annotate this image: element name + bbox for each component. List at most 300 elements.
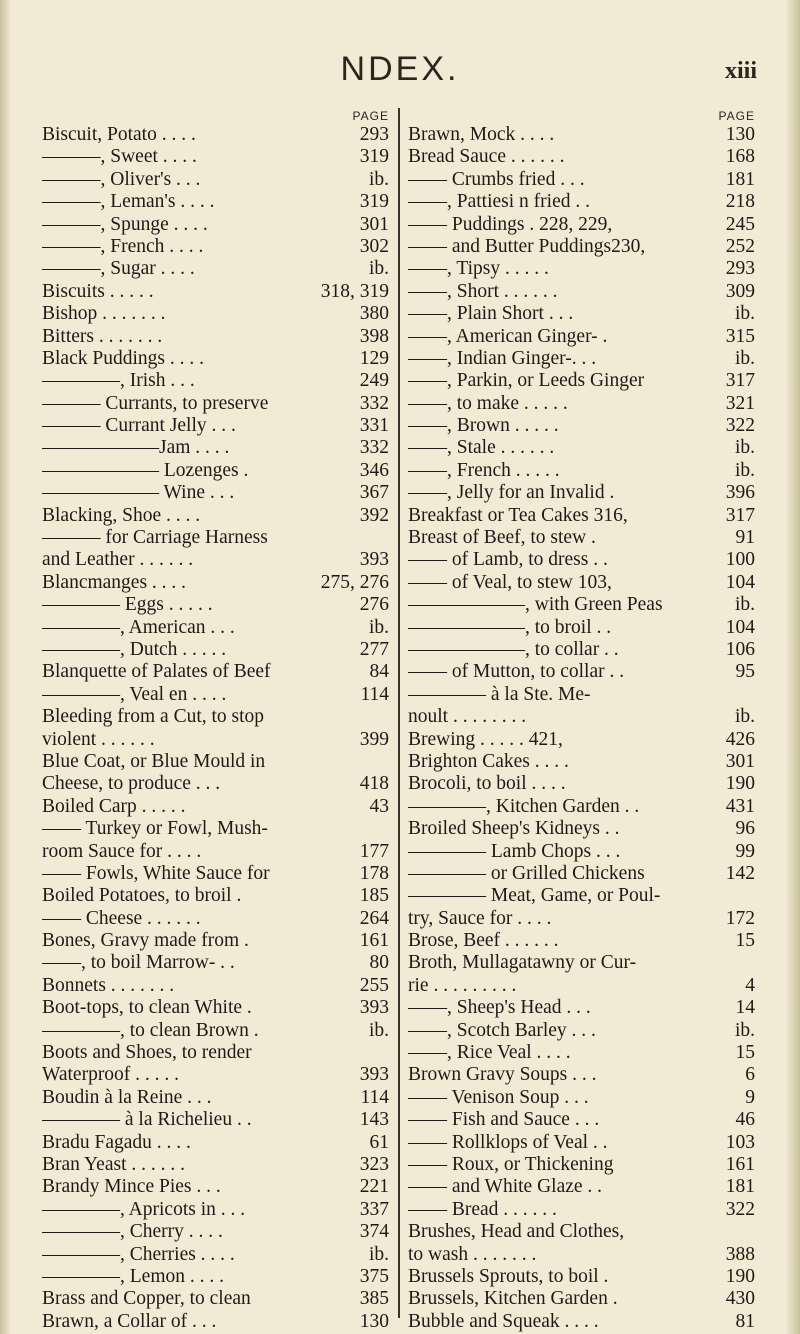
index-entry xyxy=(408,1154,755,1176)
index-entry xyxy=(42,930,389,952)
index-entry xyxy=(42,997,389,1019)
entry-page: 130 xyxy=(359,1310,389,1332)
entry-page: 393 xyxy=(359,997,389,1019)
index-entry xyxy=(408,1221,755,1243)
index-entry xyxy=(42,303,389,325)
entry-text: Brocoli, to boil . . . . xyxy=(408,773,566,795)
index-entry xyxy=(408,1266,755,1288)
entry-page: 323 xyxy=(359,1153,389,1175)
entry-page: 185 xyxy=(359,885,389,907)
entry-page: 398 xyxy=(359,325,389,347)
index-entry xyxy=(42,370,389,392)
page-header xyxy=(0,0,800,100)
entry-page: 143 xyxy=(359,1109,389,1131)
entry-page: 4 xyxy=(745,974,755,996)
entry-text: ——, Stale . . . . . . xyxy=(408,437,555,459)
index-entry xyxy=(408,1087,755,1109)
entry-page: 81 xyxy=(735,1310,755,1332)
entry-text: ————, Cherry . . . . xyxy=(42,1221,223,1243)
index-entry xyxy=(408,1311,755,1333)
index-entry xyxy=(42,1266,389,1288)
entry-text: Blue Coat, or Blue Mould in xyxy=(42,750,266,772)
index-entry xyxy=(42,706,389,728)
entry-page: ib. xyxy=(368,1243,389,1265)
entry-page: ib. xyxy=(368,616,389,638)
index-entry xyxy=(42,729,389,751)
entry-page: 431 xyxy=(725,795,755,817)
entry-text: ——, Plain Short . . . xyxy=(408,303,574,325)
entry-page: 104 xyxy=(725,616,755,638)
index-entry xyxy=(42,169,389,191)
entry-text: —— Roux, or Thickening xyxy=(408,1153,614,1175)
index-entry xyxy=(408,1288,755,1310)
index-entry xyxy=(408,1176,755,1198)
entry-page: 221 xyxy=(359,1176,389,1198)
entry-page: 276 xyxy=(359,594,389,616)
index-entry xyxy=(408,169,755,191)
entry-text: Blancmanges . . . . xyxy=(42,571,187,593)
index-entry xyxy=(408,527,755,549)
index-entry xyxy=(42,549,389,571)
column-page-label: PAGE xyxy=(352,109,389,123)
entry-text: ———— à la Ste. Me- xyxy=(408,683,591,705)
entry-text: ——————, to collar . . xyxy=(408,638,619,660)
entry-page: 178 xyxy=(359,862,389,884)
entry-text: ——, to boil Marrow- . . xyxy=(42,952,235,974)
index-column-left xyxy=(42,108,389,1333)
page-edge-left xyxy=(0,0,10,1334)
entry-page: 245 xyxy=(725,213,755,235)
entry-text: —— Puddings . 228, 229, xyxy=(408,213,613,235)
entry-page: 396 xyxy=(725,482,755,504)
entry-text: Brawn, a Collar of . . . xyxy=(42,1310,217,1332)
index-entry xyxy=(42,1132,389,1154)
entry-page: 129 xyxy=(359,347,389,369)
entry-text: ———, Oliver's . . . xyxy=(42,168,201,190)
entry-page: 293 xyxy=(725,258,755,280)
entry-page: 319 xyxy=(359,146,389,168)
index-entry xyxy=(42,214,389,236)
entry-page: 367 xyxy=(359,482,389,504)
entry-text: ——, American Ginger- . xyxy=(408,325,608,347)
entry-page: 177 xyxy=(359,840,389,862)
index-entry xyxy=(408,348,755,370)
index-entry xyxy=(408,729,755,751)
entry-page: 46 xyxy=(735,1109,755,1131)
index-entry xyxy=(42,1020,389,1042)
entry-text: ——, Scotch Barley . . . xyxy=(408,1019,596,1041)
entry-page: 301 xyxy=(725,750,755,772)
entry-page: 309 xyxy=(725,280,755,302)
index-entry xyxy=(408,751,755,773)
entry-page: 337 xyxy=(359,1198,389,1220)
entry-page: 319 xyxy=(359,191,389,213)
entry-page: 100 xyxy=(725,549,755,571)
entry-page: 374 xyxy=(359,1221,389,1243)
entry-text: ————, Dutch . . . . . xyxy=(42,638,227,660)
entry-text: —— and White Glaze . . xyxy=(408,1176,603,1198)
entry-page: 375 xyxy=(359,1265,389,1287)
index-entry xyxy=(408,818,755,840)
index-entry xyxy=(408,617,755,639)
entry-text: Brass and Copper, to clean xyxy=(42,1288,251,1310)
index-entry xyxy=(42,572,389,594)
entry-page: 321 xyxy=(725,392,755,414)
entry-page: 302 xyxy=(359,235,389,257)
entry-text: Bradu Fagadu . . . . xyxy=(42,1131,191,1153)
index-entry xyxy=(42,617,389,639)
entry-text: ——— Currants, to preserve xyxy=(42,392,269,414)
entry-text: Brighton Cakes . . . . xyxy=(408,750,569,772)
entry-text: ————, Veal en . . . . xyxy=(42,683,227,705)
entry-text: ——————, to broil . . xyxy=(408,616,612,638)
entry-text: to wash . . . . . . . xyxy=(408,1243,537,1265)
index-entry xyxy=(42,751,389,773)
index-entry xyxy=(408,885,755,907)
index-entry xyxy=(42,661,389,683)
index-entry xyxy=(408,639,755,661)
index-entry xyxy=(408,841,755,863)
entry-page: 388 xyxy=(725,1243,755,1265)
index-entry xyxy=(408,482,755,504)
entry-text: Bleeding from a Cut, to stop xyxy=(42,706,265,728)
entry-page: 264 xyxy=(359,907,389,929)
entry-page: 172 xyxy=(725,907,755,929)
entry-page: 252 xyxy=(725,235,755,257)
entry-page: ib. xyxy=(368,258,389,280)
entry-text: —— Venison Soup . . . xyxy=(408,1086,589,1108)
entry-page: 6 xyxy=(745,1064,755,1086)
index-entry xyxy=(42,415,389,437)
index-entry xyxy=(408,706,755,728)
index-entry xyxy=(42,124,389,146)
entry-page: 190 xyxy=(725,1265,755,1287)
index-entry xyxy=(408,415,755,437)
entry-page: 322 xyxy=(725,415,755,437)
index-entry xyxy=(42,1176,389,1198)
index-entry xyxy=(408,1199,755,1221)
index-entry xyxy=(42,437,389,459)
entry-text: ———, Leman's . . . . xyxy=(42,191,215,213)
entry-page: 96 xyxy=(735,818,755,840)
entry-page: ib. xyxy=(734,347,755,369)
entry-page: 255 xyxy=(359,974,389,996)
index-entry xyxy=(42,1109,389,1131)
index-entry xyxy=(408,930,755,952)
index-entry xyxy=(408,975,755,997)
entry-text: Broiled Sheep's Kidneys . . xyxy=(408,818,620,840)
index-entry xyxy=(408,952,755,974)
entry-page: 95 xyxy=(735,661,755,683)
entry-text: Boots and Shoes, to render xyxy=(42,1042,252,1064)
entry-text: —————— Lozenges . xyxy=(42,459,249,481)
entry-text: Brandy Mince Pies . . . xyxy=(42,1176,221,1198)
entry-page: 9 xyxy=(745,1086,755,1108)
index-entry xyxy=(42,1199,389,1221)
entry-text: ——, Rice Veal . . . . xyxy=(408,1042,571,1064)
index-entry xyxy=(42,796,389,818)
entry-text: Bonnets . . . . . . . xyxy=(42,974,175,996)
entry-text: Breakfast or Tea Cakes 316, xyxy=(408,504,628,526)
entry-text: ———— Meat, Game, or Poul- xyxy=(408,885,661,907)
entry-page: 181 xyxy=(725,168,755,190)
index-entry xyxy=(408,572,755,594)
entry-page: 430 xyxy=(725,1288,755,1310)
entry-text: ———— à la Richelieu . . xyxy=(42,1109,252,1131)
entry-text: Broth, Mullagatawny or Cur- xyxy=(408,952,637,974)
index-entry xyxy=(408,1020,755,1042)
entry-text: —— of Lamb, to dress . . xyxy=(408,549,608,571)
entry-text: ———, Sweet . . . . xyxy=(42,146,197,168)
index-entry xyxy=(42,952,389,974)
index-entry xyxy=(42,146,389,168)
entry-text: Boudin à la Reine . . . xyxy=(42,1086,212,1108)
entry-text: Bubble and Squeak . . . . xyxy=(408,1310,599,1332)
index-entry xyxy=(408,1109,755,1131)
entry-text: —— and Butter Puddings230, xyxy=(408,235,646,257)
entry-text: Blacking, Shoe . . . . xyxy=(42,504,201,526)
entry-text: —— Fowls, White Sauce for xyxy=(42,862,270,884)
entry-page: ib. xyxy=(734,459,755,481)
entry-page: 43 xyxy=(369,795,389,817)
column-divider xyxy=(398,108,400,1318)
entry-text: —— of Mutton, to collar . . xyxy=(408,661,625,683)
entry-text: Cheese, to produce . . . xyxy=(42,773,221,795)
entry-page: 277 xyxy=(359,638,389,660)
index-entry xyxy=(42,258,389,280)
index-entry xyxy=(408,1244,755,1266)
entry-page: 61 xyxy=(369,1131,389,1153)
entry-text: Blanquette of Palates of Beef xyxy=(42,661,271,683)
index-entry xyxy=(408,303,755,325)
entry-page: 190 xyxy=(725,773,755,795)
entry-page: 104 xyxy=(725,571,755,593)
index-entry xyxy=(42,841,389,863)
entry-page: 393 xyxy=(359,549,389,571)
entry-text: ——, Brown . . . . . xyxy=(408,415,559,437)
entry-page: 322 xyxy=(725,1198,755,1220)
entry-page: 315 xyxy=(725,325,755,347)
index-entry xyxy=(408,437,755,459)
entry-page: ib. xyxy=(368,168,389,190)
entry-text: Brushes, Head and Clothes, xyxy=(408,1221,625,1243)
entry-page: 99 xyxy=(735,840,755,862)
index-entry xyxy=(408,281,755,303)
entry-page: 161 xyxy=(359,930,389,952)
index-entry xyxy=(408,684,755,706)
index-entry xyxy=(42,527,389,549)
entry-page: 15 xyxy=(735,930,755,952)
entry-text: ——, Pattiesi n fried . . xyxy=(408,191,590,213)
entry-text: Brussels Sprouts, to boil . xyxy=(408,1265,609,1287)
entry-page: ib. xyxy=(734,437,755,459)
entry-page: 14 xyxy=(735,997,755,1019)
index-entry xyxy=(42,393,389,415)
entry-text: ——, Jelly for an Invalid . xyxy=(408,482,615,504)
entry-page: 399 xyxy=(359,728,389,750)
index-entry xyxy=(42,863,389,885)
entry-text: Brown Gravy Soups . . . xyxy=(408,1064,597,1086)
index-entry xyxy=(42,326,389,348)
index-entry xyxy=(42,1154,389,1176)
entry-text: ——, Indian Ginger-. . . xyxy=(408,347,597,369)
entry-page: 161 xyxy=(725,1153,755,1175)
entry-text: Bones, Gravy made from . xyxy=(42,930,249,952)
entry-page: 380 xyxy=(359,303,389,325)
entry-page: 275, 276 xyxy=(320,571,389,593)
entry-text: —— Turkey or Fowl, Mush- xyxy=(42,818,268,840)
entry-page: 317 xyxy=(725,370,755,392)
index-entry xyxy=(408,370,755,392)
entry-text: ——, French . . . . . xyxy=(408,459,560,481)
entry-text: —— Cheese . . . . . . xyxy=(42,907,201,929)
index-entry xyxy=(408,393,755,415)
entry-page: 418 xyxy=(359,773,389,795)
entry-page: 332 xyxy=(359,392,389,414)
entry-page: 114 xyxy=(360,683,389,705)
index-entry xyxy=(42,908,389,930)
entry-page: 393 xyxy=(359,1064,389,1086)
entry-text: try, Sauce for . . . . xyxy=(408,907,552,929)
entry-text: ———— or Grilled Chickens xyxy=(408,862,645,884)
index-entry xyxy=(42,684,389,706)
entry-text: —— Rollklops of Veal . . xyxy=(408,1131,608,1153)
index-entry xyxy=(42,191,389,213)
entry-text: ——————, with Green Peas xyxy=(408,594,663,616)
entry-text: Biscuit, Potato . . . . xyxy=(42,124,196,145)
index-entry xyxy=(42,639,389,661)
entry-text: Waterproof . . . . . xyxy=(42,1064,180,1086)
entry-text: ——, Sheep's Head . . . xyxy=(408,997,591,1019)
entry-text: ————, Kitchen Garden . . xyxy=(408,795,640,817)
entry-text: ————, Apricots in . . . xyxy=(42,1198,246,1220)
entry-page: 301 xyxy=(359,213,389,235)
index-entry xyxy=(408,326,755,348)
index-entry xyxy=(408,661,755,683)
entry-text: ————, Cherries . . . . xyxy=(42,1243,235,1265)
entry-text: room Sauce for . . . . xyxy=(42,840,202,862)
entry-text: ——— Currant Jelly . . . xyxy=(42,415,236,437)
entry-text: violent . . . . . . xyxy=(42,728,155,750)
column-page-label: PAGE xyxy=(718,109,755,123)
entry-text: Brose, Beef . . . . . . xyxy=(408,930,559,952)
entry-page: 331 xyxy=(359,415,389,437)
entry-text: ——, Tipsy . . . . . xyxy=(408,258,549,280)
entry-text: —— of Veal, to stew 103, xyxy=(408,571,612,593)
entry-page: 249 xyxy=(359,370,389,392)
entry-page: 103 xyxy=(725,1131,755,1153)
index-entry xyxy=(42,594,389,616)
entry-text: Bran Yeast . . . . . . xyxy=(42,1153,186,1175)
entry-page: 318, 319 xyxy=(320,280,389,302)
entry-text: —— Bread . . . . . . xyxy=(408,1198,557,1220)
entry-text: Bitters . . . . . . . xyxy=(42,325,163,347)
entry-text: rie . . . . . . . . . xyxy=(408,974,517,996)
entry-text: Bread Sauce . . . . . . xyxy=(408,146,565,168)
entry-page: 80 xyxy=(369,952,389,974)
index-entry xyxy=(408,214,755,236)
index-entry xyxy=(408,908,755,930)
index-entry xyxy=(408,1132,755,1154)
entry-text: ———, French . . . . xyxy=(42,235,204,257)
entry-text: ————, to clean Brown . xyxy=(42,1019,259,1041)
entry-text: ———, Sugar . . . . xyxy=(42,258,195,280)
index-entry xyxy=(408,258,755,280)
index-entry xyxy=(42,975,389,997)
index-entry xyxy=(42,1311,389,1333)
index-entry xyxy=(42,1042,389,1064)
entry-page: 385 xyxy=(359,1288,389,1310)
entry-text: Breast of Beef, to stew . xyxy=(408,527,596,549)
entry-page: 106 xyxy=(725,638,755,660)
entry-page: ib. xyxy=(734,303,755,325)
entry-page: 84 xyxy=(369,661,389,683)
entry-page: 181 xyxy=(725,1176,755,1198)
index-entry xyxy=(408,1042,755,1064)
entry-page: 130 xyxy=(725,124,755,145)
entry-text: Boot-tops, to clean White . xyxy=(42,997,252,1019)
entry-page: 332 xyxy=(359,437,389,459)
index-entry xyxy=(42,281,389,303)
index-entry xyxy=(42,1244,389,1266)
entry-text: Boiled Potatoes, to broil . xyxy=(42,885,242,907)
index-entry xyxy=(408,549,755,571)
index-entry xyxy=(408,1064,755,1086)
index-entry xyxy=(408,146,755,168)
running-title: NDEX. xyxy=(340,50,460,88)
index-entry xyxy=(42,236,389,258)
entry-page: 15 xyxy=(735,1042,755,1064)
entry-text: ———— Eggs . . . . . xyxy=(42,594,213,616)
index-entry xyxy=(408,796,755,818)
index-entry xyxy=(42,460,389,482)
index-column-right xyxy=(408,108,755,1333)
index-entry xyxy=(42,773,389,795)
entry-text: and Leather . . . . . . xyxy=(42,549,194,571)
entry-page: ib. xyxy=(368,1019,389,1041)
entry-page: 114 xyxy=(360,1086,389,1108)
index-entry xyxy=(408,236,755,258)
entry-page: ib. xyxy=(734,594,755,616)
index-entry xyxy=(42,1221,389,1243)
entry-text: Brewing . . . . . 421, xyxy=(408,728,563,750)
entry-page: 392 xyxy=(359,504,389,526)
entry-page: 91 xyxy=(735,527,755,549)
entry-text: ——, to make . . . . . xyxy=(408,392,568,414)
entry-text: ——————Jam . . . . xyxy=(42,437,230,459)
index-entry xyxy=(408,124,755,146)
index-entry xyxy=(42,482,389,504)
entry-page: 293 xyxy=(359,124,389,145)
entry-text: Brussels, Kitchen Garden . xyxy=(408,1288,618,1310)
entry-text: ———, Spunge . . . . xyxy=(42,213,208,235)
entry-text: ——, Parkin, or Leeds Ginger xyxy=(408,370,645,392)
index-entry xyxy=(408,997,755,1019)
index-entry xyxy=(42,505,389,527)
entry-text: ——, Short . . . . . . xyxy=(408,280,558,302)
entry-page: ib. xyxy=(734,1019,755,1041)
index-entry xyxy=(408,863,755,885)
index-entry xyxy=(42,1288,389,1310)
entry-text: ———— Lamb Chops . . . xyxy=(408,840,621,862)
entry-text: ——— for Carriage Harness xyxy=(42,527,268,549)
entry-text: ————, Lemon . . . . xyxy=(42,1265,224,1287)
entry-text: Brawn, Mock . . . . xyxy=(408,124,555,145)
entry-text: ————, Irish . . . xyxy=(42,370,195,392)
entry-page: ib. xyxy=(734,706,755,728)
page-edge-right xyxy=(786,0,800,1334)
entry-page: 168 xyxy=(725,146,755,168)
